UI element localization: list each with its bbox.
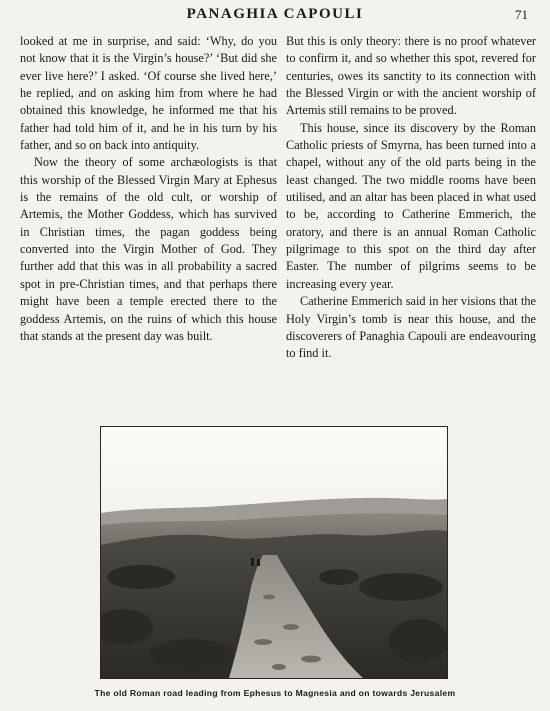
running-head — [0, 6, 550, 24]
right-paragraph-3: Catherine Emmerich said in her visions that the Holy Virgin’s tomb is near this house, and the discoverers of Panaghia Capouli are endeavouring to find it. — [286, 294, 536, 361]
landscape-illustration — [101, 427, 447, 678]
page-number: 71 — [515, 7, 528, 22]
right-paragraph-2: This house, since its discovery by the Roman Catholic priests of Smyrna, has been turned into a chapel, without any of the old parts being in the least changed. The two middle rooms have been utilised, and an altar has been placed in what used to be, according to Catherine Emmerich, the oratory, and there is an annual Roman Catholic pilgrimage to this spot on the third day after Easter. The number of pilgrims seems to be increasing every year. — [286, 120, 536, 291]
right-text-column — [286, 33, 536, 363]
running-title: PANAGHIA CAPOULI — [186, 6, 364, 22]
right-paragraph-1: But this is only theory: there is no proof whatever to confirm it, and so whether this spot, revered for centuries, owes its sanctity to its connection with the Blessed Virgin or with the ancient worship of Artemis still remains to be proved. — [286, 34, 536, 118]
figure-caption: The old Roman road leading from Ephesus to Magnesia and on towards Jerusalem — [94, 688, 456, 698]
left-text-column — [20, 33, 277, 345]
left-paragraph-1: looked at me in surprise, and said: ‘Why, do you not know that it is the Virgin’s house?’ ‘But did she ever live here?’ I asked. ‘Of course she lived here,’ he replied, and on asking him from where he had obtained this knowledge, he informed me that his father had told him of it, and he in his turn by his father, and so on back into antiquity. — [20, 34, 277, 153]
roman-road-photograph — [100, 426, 448, 679]
left-paragraph-2: Now the theory of some archæologists is that this worship of the Blessed Virgin Mary at Ephesus is the remains of the old cult, or worship of Artemis, the Mother Goddess, which has survived in Christian times, the pagan goddess being converted into the Virgin Mother of God. They further add that this was in all probability a sacred spot in pre-Christian times, and that perhaps there might have been a temple erected there to the goddess Artemis, on the ruins of which this house that stands at the present day was built. — [20, 155, 277, 343]
